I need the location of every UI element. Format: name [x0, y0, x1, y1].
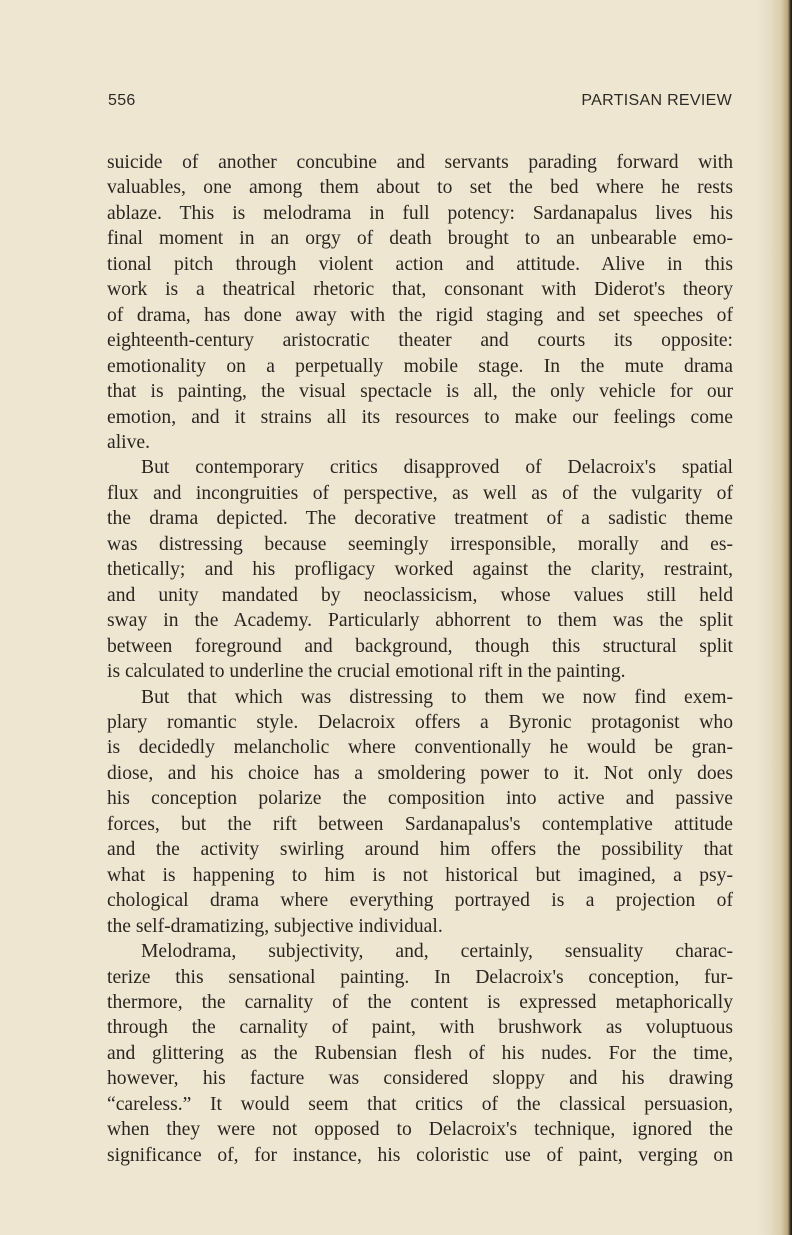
paragraph [107, 455, 733, 684]
text-line: is decidedly melancholic where conventionally he would be gran- [107, 737, 733, 759]
text-line: flux and incongruities of perspective, as well as of the vulgarity of [107, 482, 733, 504]
text-line: that is painting, the visual spectacle is all, the only vehicle for our [107, 381, 733, 403]
text-line: of drama, has done away with the rigid staging and set speeches of [107, 304, 733, 326]
text-line: is calculated to underline the crucial emotional rift in the painting. [107, 661, 626, 683]
journal-title: PARTISAN REVIEW [581, 92, 732, 109]
running-header [108, 92, 732, 110]
text-line: the self-dramatizing, subjective individual. [107, 915, 443, 937]
text-line: tional pitch through violent action and attitude. Alive in this [107, 253, 733, 275]
text-line: plary romantic style. Delacroix offers a Byronic protagonist who [107, 711, 733, 733]
text-line: however, his facture was considered sloppy and his drawing [107, 1068, 733, 1090]
article-body [107, 150, 733, 1168]
text-line: the drama depicted. The decorative treatment of a sadistic theme [107, 508, 733, 530]
text-line: and the activity swirling around him offers the possibility that [107, 839, 733, 861]
page-number: 556 [108, 92, 136, 109]
text-line: emotion, and it strains all its resources to make our feelings come [107, 406, 733, 428]
paragraph [107, 685, 733, 940]
text-line: work is a theatrical rhetoric that, consonant with Diderot's theory [107, 279, 733, 301]
text-line: alive. [107, 431, 150, 453]
text-line: diose, and his choice has a smoldering power to it. Not only does [107, 762, 733, 784]
text-line: suicide of another concubine and servants parading forward with [107, 152, 733, 173]
text-line: and unity mandated by neoclassicism, whose values still held [107, 584, 733, 606]
text-line: was distressing because seemingly irresponsible, morally and es- [107, 533, 733, 555]
page-binding-edge [756, 0, 792, 1235]
text-line: But that which was distressing to them we now find exem- [141, 686, 733, 708]
text-line: Melodrama, subjectivity, and, certainly, sensuality charac- [141, 941, 733, 963]
text-line: final moment in an orgy of death brought to an unbearable emo- [107, 228, 733, 250]
text-line: forces, but the rift between Sardanapalus's contemplative attitude [107, 813, 733, 835]
text-line: chological drama where everything portrayed is a projection of [107, 890, 733, 912]
text-line: thetically; and his profligacy worked against the clarity, restraint, [107, 559, 733, 581]
text-line: “careless.” It would seem that critics of the classical persuasion, [107, 1093, 733, 1115]
text-line: his conception polarize the composition into active and passive [107, 788, 733, 810]
paragraph [107, 150, 733, 455]
text-line: between foreground and background, though this structural split [107, 635, 733, 657]
text-line: when they were not opposed to Delacroix's technique, ignored the [107, 1119, 733, 1141]
text-line: ablaze. This is melodrama in full potency: Sardanapalus lives his [107, 202, 733, 224]
text-line: eighteenth-century aristocratic theater and courts its opposite: [107, 330, 733, 352]
text-line: emotionality on a perpetually mobile stage. In the mute drama [107, 355, 733, 377]
text-line: and glittering as the Rubensian flesh of his nudes. For the time, [107, 1042, 733, 1064]
text-line: terize this sensational painting. In Delacroix's conception, fur- [107, 966, 733, 988]
text-line: sway in the Academy. Particularly abhorrent to them was the split [107, 610, 733, 632]
text-line: through the carnality of paint, with brushwork as voluptuous [107, 1017, 733, 1039]
paragraph [107, 939, 733, 1168]
text-line: thermore, the carnality of the content is expressed metaphorically [107, 991, 733, 1013]
text-line: significance of, for instance, his coloristic use of paint, verging on [107, 1144, 733, 1166]
text-line: valuables, one among them about to set the bed where he rests [107, 177, 733, 199]
text-line: But contemporary critics disapproved of Delacroix's spatial [141, 457, 733, 479]
text-line: what is happening to him is not historical but imagined, a psy- [107, 864, 733, 886]
